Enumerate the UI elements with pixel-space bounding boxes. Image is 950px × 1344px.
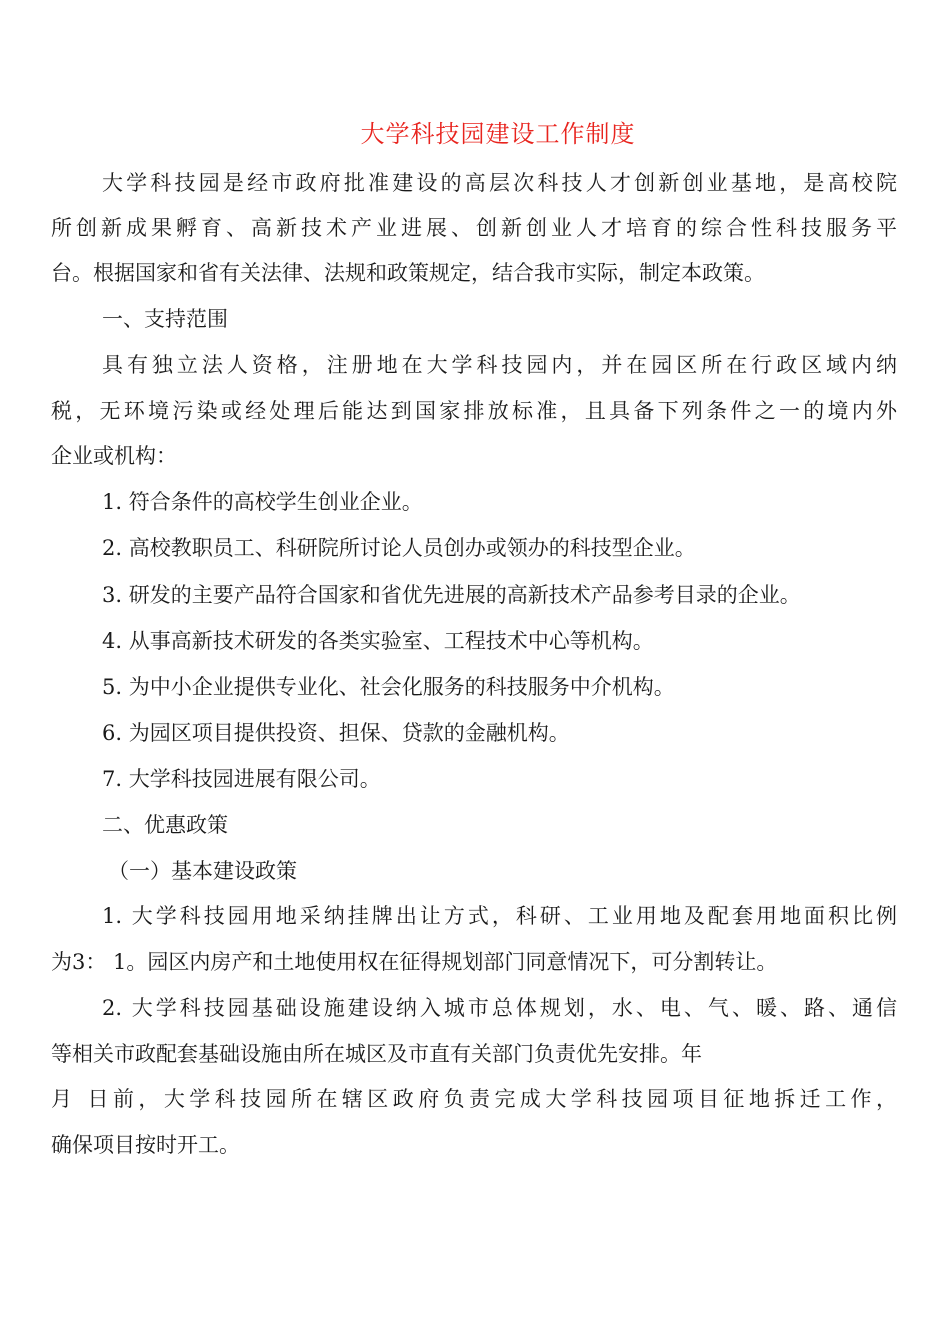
paragraph-line: 等相关市政配套基础设施由所在城区及市直有关部门负责优先安排。年 — [51, 1042, 702, 1066]
list-item: 5. 为中小企业提供专业化、社会化服务的科技服务中介机构。 — [102, 675, 675, 699]
paragraph-line: 税，无环境污染或经处理后能达到国家排放标准，且具备下列条件之一的境内外 — [51, 399, 897, 423]
section-heading: 一、支持范围 — [102, 307, 228, 331]
paragraph-line: 为3： 1。园区内房产和土地使用权在征得规划部门同意情况下，可分割转让。 — [51, 950, 778, 974]
list-item: 1. 符合条件的高校学生创业企业。 — [102, 490, 423, 514]
list-item: 4. 从事高新技术研发的各类实验室、工程技术中心等机构。 — [102, 629, 654, 653]
section-heading: 二、优惠政策 — [102, 813, 228, 837]
document-title: 大学科技园建设工作制度 — [360, 120, 636, 148]
paragraph-line: 具有独立法人资格，注册地在大学科技园内，并在园区所在行政区域内纳 — [102, 353, 897, 377]
list-item: 7. 大学科技园进展有限公司。 — [102, 767, 381, 791]
paragraph-line: 1. 大学科技园用地采纳挂牌出让方式，科研、工业用地及配套用地面积比例 — [102, 904, 897, 928]
list-item: 6. 为园区项目提供投资、担保、贷款的金融机构。 — [102, 721, 570, 745]
list-item: 2. 高校教职员工、科研院所讨论人员创办或领办的科技型企业。 — [102, 536, 696, 560]
paragraph-line: 大学科技园是经市政府批准建设的高层次科技人才创新创业基地，是高校院 — [102, 171, 897, 195]
subsection-heading: （一）基本建设政策 — [108, 859, 297, 883]
paragraph-line: 台。根据国家和省有关法律、法规和政策规定，结合我市实际，制定本政策。 — [51, 261, 765, 285]
paragraph-line: 2. 大学科技园基础设施建设纳入城市总体规划，水、电、气、暖、路、通信 — [102, 996, 897, 1020]
paragraph-line: 企业或机构： — [51, 444, 177, 468]
paragraph-line: 月 日前，大学科技园所在辖区政府负责完成大学科技园项目征地拆迁工作， — [51, 1087, 897, 1111]
paragraph-line: 确保项目按时开工。 — [51, 1133, 240, 1157]
paragraph-line: 所创新成果孵育、高新技术产业进展、创新创业人才培育的综合性科技服务平 — [51, 216, 897, 240]
list-item: 3. 研发的主要产品符合国家和省优先进展的高新技术产品参考目录的企业。 — [102, 583, 801, 607]
